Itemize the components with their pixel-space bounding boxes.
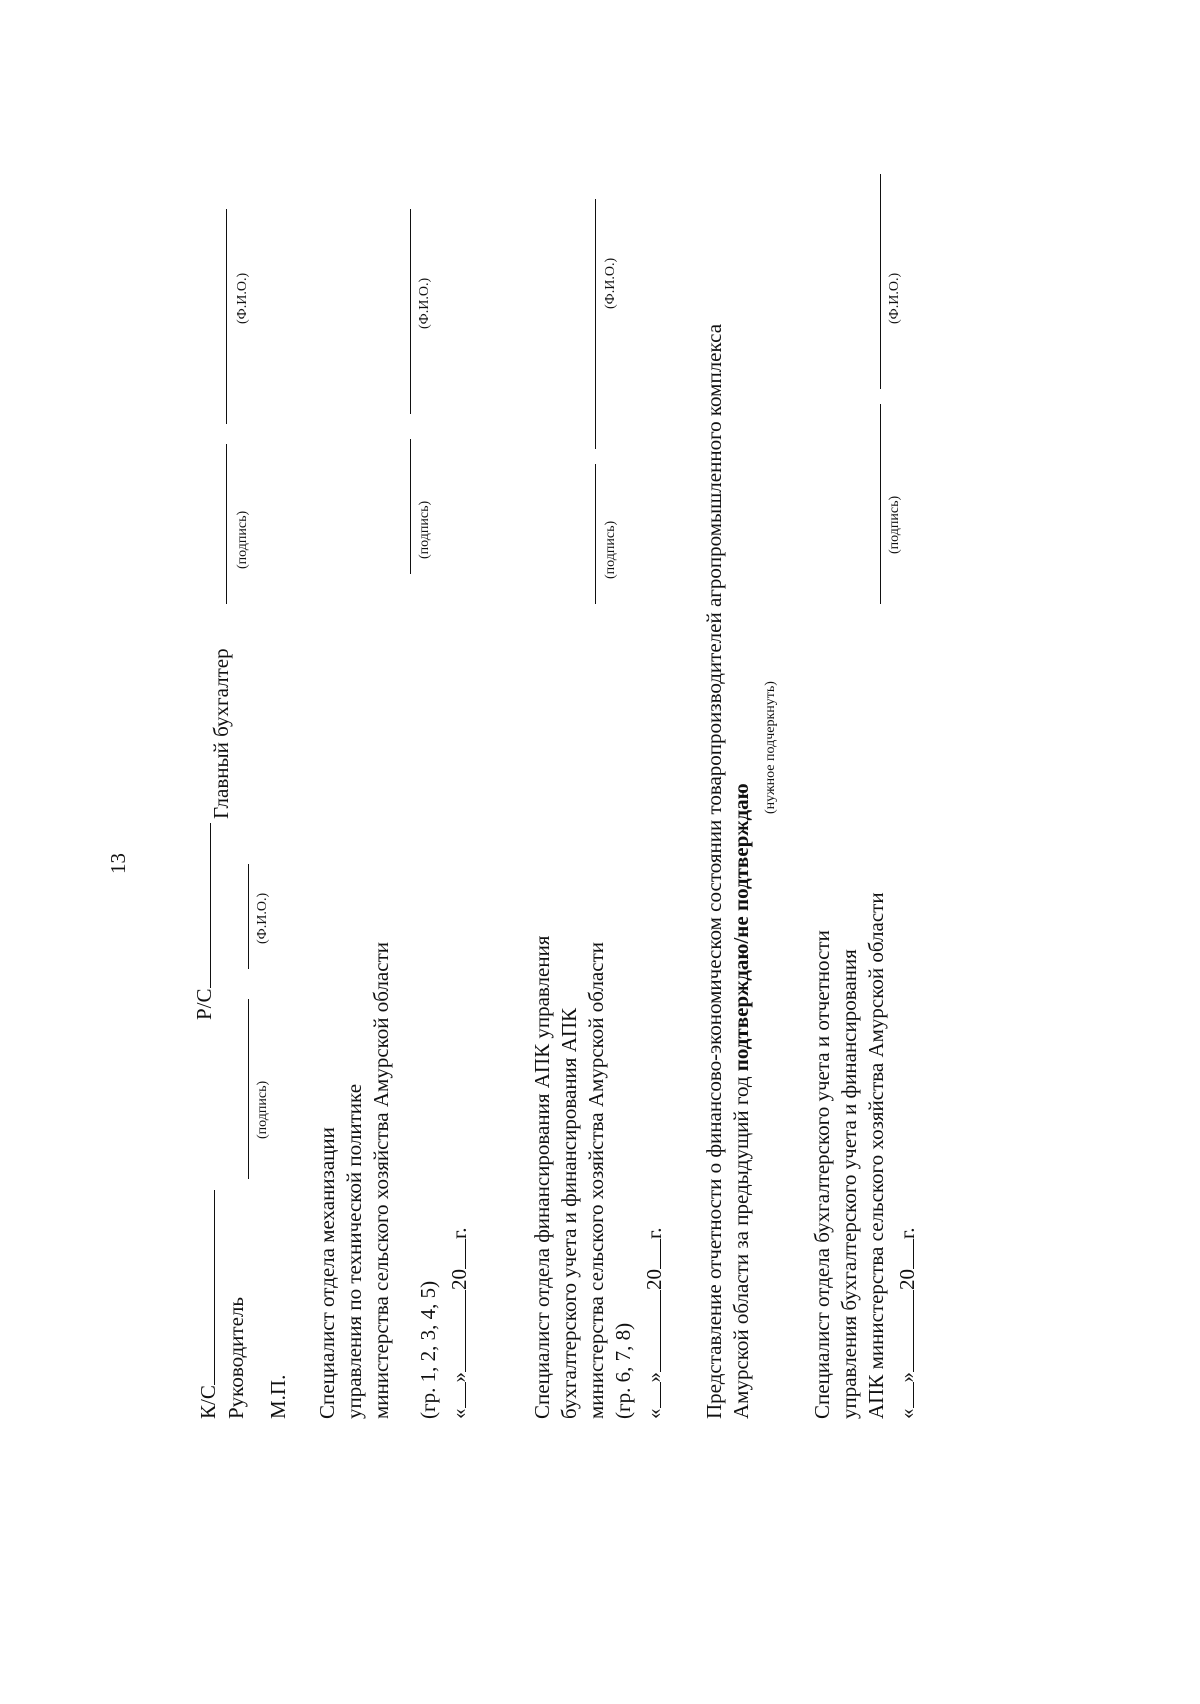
accounting-day-field[interactable] — [893, 1383, 914, 1409]
chief-accountant-signature-line[interactable] — [226, 444, 227, 604]
head-label: Руководитель — [224, 1297, 248, 1419]
accounting-line-1: Специалист отдела бухгалтерского учета и отчетности — [810, 930, 834, 1419]
mechanization-line-2: управления по технической политике — [342, 1083, 366, 1419]
accounting-fio-caption: (Ф.И.О.) — [887, 272, 902, 324]
financing-columns: (гр. 6, 7, 8) — [611, 1322, 635, 1419]
financing-line-2: бухгалтерского учета и финансирования АПК — [557, 1007, 581, 1419]
accounting-month-field[interactable] — [893, 1290, 914, 1372]
mechanization-fio-caption: (Ф.И.О.) — [417, 277, 432, 329]
financing-year-field[interactable] — [640, 1239, 661, 1269]
accounting-line-2: управления бухгалтерского учета и финансирования — [837, 949, 861, 1419]
stamp-label: М.П. — [266, 1374, 290, 1419]
accounting-year-field[interactable] — [893, 1239, 914, 1269]
head-signature-caption: (подпись) — [255, 1080, 270, 1139]
chief-accountant-signature-caption: (подпись) — [235, 510, 250, 569]
statement-note: (нужное подчеркнуть) — [763, 681, 778, 814]
financing-line-1: Специалист отдела финансирования АПК управления — [530, 935, 554, 1419]
mechanization-line-1: Специалист отдела механизации — [315, 1127, 339, 1419]
chief-accountant-label: Главный бухгалтер — [209, 648, 233, 819]
chief-accountant-fio-caption: (Ф.И.О.) — [235, 272, 250, 324]
financing-signature-caption: (подпись) — [603, 520, 618, 579]
head-fio-caption: (Ф.И.О.) — [255, 892, 270, 944]
page-number: 13 — [106, 853, 130, 874]
head-signature-line[interactable] — [248, 999, 249, 1179]
mechanization-signature-line[interactable] — [410, 439, 411, 574]
financing-line-3: министерства сельского хозяйства Амурской области — [584, 942, 608, 1419]
ks-label: К/С — [194, 1190, 219, 1419]
accounting-date: «»20г. — [895, 1227, 919, 1419]
financing-fio-line[interactable] — [595, 199, 596, 449]
confirm-options[interactable]: подтверждаю/не подтверждаю — [729, 783, 753, 1072]
head-fio-line[interactable] — [248, 864, 249, 969]
mechanization-fio-line[interactable] — [410, 209, 411, 414]
accounting-line-3: АПК министерства сельского хозяйства Амурской области — [864, 892, 888, 1419]
financing-day-field[interactable] — [640, 1383, 661, 1409]
mechanization-signature-caption: (подпись) — [417, 500, 432, 559]
financing-month-field[interactable] — [640, 1290, 661, 1372]
statement-line-1: Представление отчетности о финансово-экономическом состоянии товаропроизводителей агропромышленного комплекса — [702, 323, 726, 1419]
accounting-fio-line[interactable] — [880, 174, 881, 389]
statement-line-2: Амурской области за предыдущий год подтверждаю/не подтверждаю — [729, 783, 753, 1419]
chief-accountant-fio-line[interactable] — [226, 209, 227, 424]
financing-signature-line[interactable] — [595, 464, 596, 604]
mechanization-month-field[interactable] — [445, 1290, 466, 1372]
mechanization-columns: (гр. 1, 2, 3, 4, 5) — [416, 1280, 440, 1419]
mechanization-year-field[interactable] — [445, 1239, 466, 1269]
accounting-signature-caption: (подпись) — [887, 495, 902, 554]
ks-field[interactable] — [194, 1190, 215, 1385]
mechanization-date: «»20г. — [447, 1227, 471, 1419]
financing-fio-caption: (Ф.И.О.) — [603, 257, 618, 309]
rs-field[interactable] — [190, 823, 211, 988]
accounting-signature-line[interactable] — [880, 404, 881, 604]
financing-date: «»20г. — [642, 1227, 666, 1419]
mechanization-line-3: министерства сельского хозяйства Амурской области — [369, 942, 393, 1419]
rs-label: Р/С — [190, 823, 215, 1020]
mechanization-day-field[interactable] — [445, 1383, 466, 1409]
